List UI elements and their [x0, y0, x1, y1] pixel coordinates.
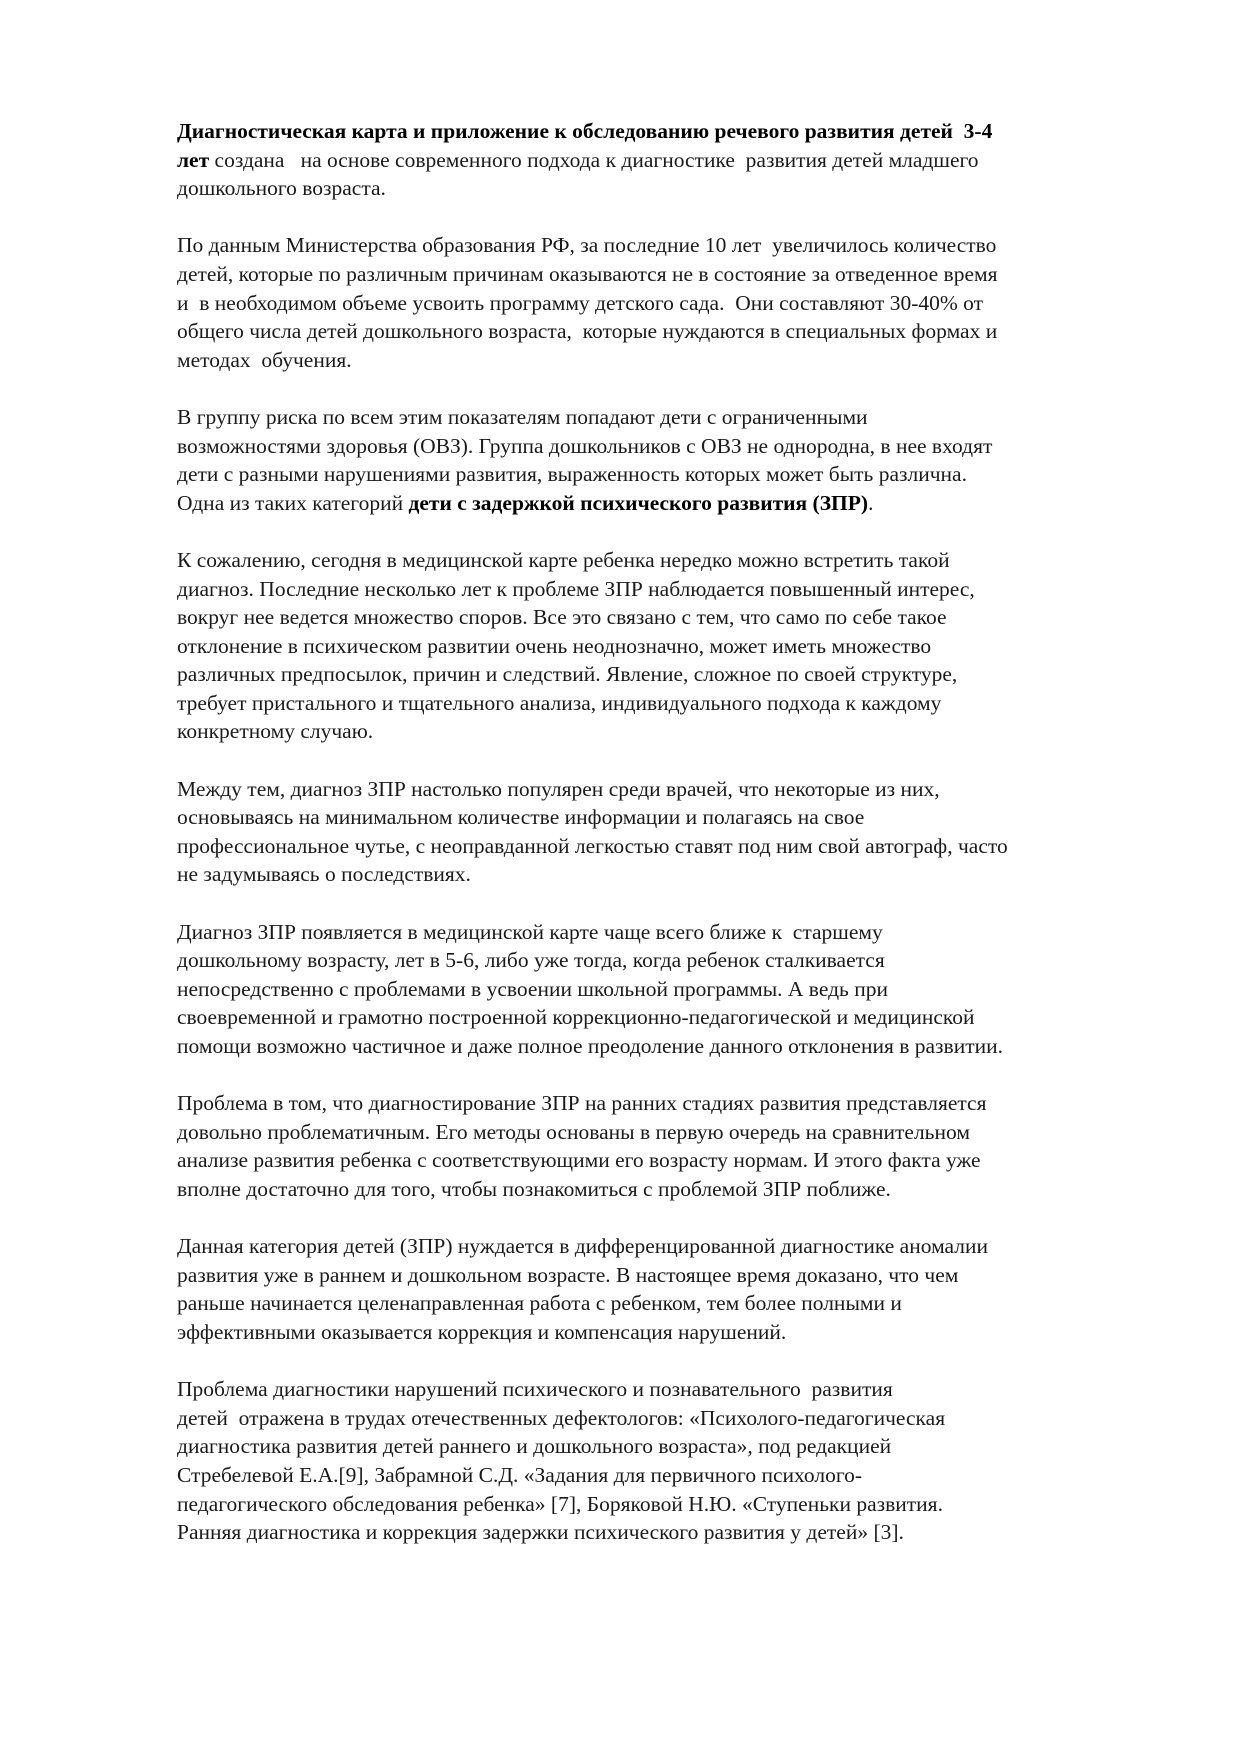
text-line: Проблема в том, что диагностирование ЗПР на ранних стадиях развития представляется	[177, 1091, 987, 1116]
text-line: непосредственно с проблемами в усвоении школьной программы. А ведь при	[177, 976, 888, 1001]
text-line: педагогического обследования ребенка» [7], Боряковой Н.Ю. «Ступеньки развития.	[177, 1491, 943, 1516]
text-line: общего числа детей дошкольного возраста, которые нуждаются в специальных формах и	[177, 319, 998, 344]
text-line: Ранняя диагностика и коррекция задержки психического развития у детей» [3].	[177, 1520, 904, 1545]
text-line: детей отражена в трудах отечественных дефектологов: «Психолого-педагогическая	[177, 1405, 946, 1430]
paragraph-differentiated-diagnosis	[177, 1232, 1177, 1346]
text-line: Данная категория детей (ЗПР) нуждается в дифференцированной диагностике аномалии	[177, 1234, 988, 1259]
text-line: не задумываясь о последствиях.	[177, 862, 471, 887]
text-line: раньше начинается целенаправленная работа с ребенком, тем более полными и	[177, 1291, 902, 1316]
text-line: требует пристального и тщательного анализа, индивидуального подхода к каждому	[177, 690, 942, 715]
text-line: дошкольному возрасту, лет в 5-6, либо уже тогда, когда ребенок сталкивается	[177, 948, 885, 973]
paragraph-literature	[177, 1375, 1177, 1547]
text-line: и в необходимом объеме усвоить программу детского сада. Они составляют 30-40% от	[177, 290, 984, 315]
text-line: своевременной и грамотно построенной коррекционно-педагогической и медицинской	[177, 1005, 975, 1030]
text-line	[177, 146, 1177, 175]
bold-title-end: лет	[177, 147, 210, 172]
text-line: дети с разными нарушениями развития, выраженность которых может быть различна.	[177, 462, 967, 487]
text-fragment: создана на основе современного подхода к диагностике развития детей младшего	[209, 147, 979, 172]
text-line: вокруг нее ведется множество споров. Все это связано с тем, что само по себе такое	[177, 605, 947, 630]
text-line: Диагноз ЗПР появляется в медицинской карте чаще всего ближе к старшему	[177, 919, 883, 944]
text-line: вполне достаточно для того, чтобы познакомиться с проблемой ЗПР поближе.	[177, 1176, 891, 1201]
text-line: отклонение в психическом развитии очень неоднозначно, может иметь множество	[177, 633, 932, 658]
text-line: развития уже в раннем и дошкольном возрасте. В настоящее время доказано, что чем	[177, 1262, 959, 1287]
text-line: эффективными оказывается коррекция и компенсация нарушений.	[177, 1319, 787, 1344]
text-line: методах обучения.	[177, 347, 352, 372]
paragraph-diagnosis-interest	[177, 546, 1177, 746]
paragraph-intro	[177, 117, 1177, 203]
text-line: К сожалению, сегодня в медицинской карте ребенка нередко можно встретить такой	[177, 547, 950, 572]
document-page	[177, 117, 1177, 1575]
paragraph-ministry-data	[177, 231, 1177, 374]
text-line: профессиональное чутье, с неоправданной легкостью ставят под ним свой автограф, часто	[177, 833, 1008, 858]
text-line: Между тем, диагноз ЗПР настолько популярен среди врачей, что некоторые из них,	[177, 776, 940, 801]
text-line: дошкольного возраста.	[177, 176, 386, 201]
bold-term-zpr: дети с задержкой психического развития (ЗПР)	[408, 490, 869, 515]
paragraph-early-diagnosis	[177, 1089, 1177, 1203]
text-line: Стребелевой Е.А.[9], Забрамной С.Д. «Задания для первичного психолого-	[177, 1462, 863, 1487]
paragraph-diagnosis-age	[177, 918, 1177, 1061]
text-line: основываясь на минимальном количестве информации и полагаясь на свое	[177, 805, 865, 830]
bold-title: Диагностическая карта и приложение к обследованию речевого развития детей 3-4	[177, 119, 993, 143]
text-line: диагностика развития детей раннего и дошкольного возраста», под редакцией	[177, 1434, 892, 1459]
text-line: анализе развития ребенка с соответствующими его возрасту нормам. И этого факта уже	[177, 1148, 981, 1173]
text-line: довольно проблематичным. Его методы основаны в первую очередь на сравнительном	[177, 1119, 970, 1144]
text-line	[177, 117, 1177, 146]
text-line: По данным Министерства образования РФ, за последние 10 лет увеличилось количество	[177, 233, 997, 258]
text-line: диагноз. Последние несколько лет к проблеме ЗПР наблюдается повышенный интерес,	[177, 576, 975, 601]
paragraph-risk-group	[177, 403, 1177, 517]
text-fragment: .	[868, 490, 874, 515]
text-line	[177, 489, 1177, 518]
text-line: помощи возможно частичное и даже полное преодоление данного отклонения в развитии.	[177, 1034, 1003, 1058]
text-line: В группу риска по всем этим показателям попадают дети с ограниченными	[177, 404, 868, 429]
text-line: конкретному случаю.	[177, 719, 374, 744]
text-line: различных предпосылок, причин и следствий. Явление, сложное по своей структуре,	[177, 662, 958, 687]
text-fragment: Одна из таких категорий	[177, 490, 409, 515]
text-line: Проблема диагностики нарушений психического и познавательного развития	[177, 1377, 893, 1402]
text-line: возможностями здоровья (ОВЗ). Группа дошкольников с ОВЗ не однородна, в нее входят	[177, 433, 993, 458]
paragraph-doctors	[177, 775, 1177, 889]
text-line: детей, которые по различным причинам оказываются не в состояние за отведенное время	[177, 261, 998, 286]
